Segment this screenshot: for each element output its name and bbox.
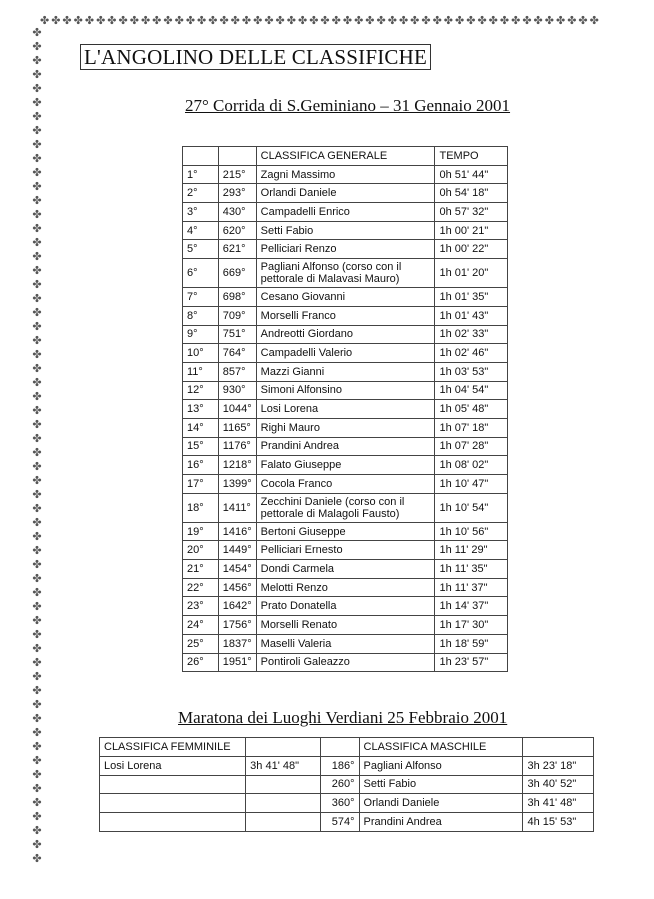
male-rank-cell: 260°	[320, 775, 359, 794]
female-time-cell	[246, 794, 320, 813]
runner-name-cell: Pagliani Alfonso (corso con il pettorale di Malavasi Mauro)	[256, 259, 435, 288]
runner-name-cell: Dondi Carmela	[256, 560, 435, 579]
table-row	[100, 813, 594, 832]
runner-name-cell: Falato Giuseppe	[256, 456, 435, 475]
time-cell: 0h 57' 32"	[435, 203, 508, 222]
table-row	[183, 418, 508, 437]
time-cell: 1h 07' 28"	[435, 437, 508, 456]
time-cell: 1h 10' 47"	[435, 475, 508, 494]
male-time-cell: 3h 23' 18"	[523, 756, 594, 775]
bib-number-cell: 1044°	[218, 400, 256, 419]
time-cell: 1h 18' 59"	[435, 634, 508, 653]
table-row	[183, 541, 508, 560]
runner-name-cell: Zecchini Daniele (corso con il pettorale di Malagoli Fausto)	[256, 493, 435, 522]
bib-number-cell: 293°	[218, 184, 256, 203]
bib-number-cell: 764°	[218, 344, 256, 363]
time-cell: 1h 07' 18"	[435, 418, 508, 437]
time-cell: 1h 05' 48"	[435, 400, 508, 419]
bib-number-cell: 1399°	[218, 475, 256, 494]
table-row	[183, 381, 508, 400]
table-row	[183, 221, 508, 240]
rank-cell: 1°	[183, 165, 219, 184]
header-empty-cell	[218, 147, 256, 166]
table-row	[183, 560, 508, 579]
male-time-cell: 3h 41' 48"	[523, 794, 594, 813]
bib-number-cell: 1642°	[218, 597, 256, 616]
rank-cell: 15°	[183, 437, 219, 456]
time-cell: 1h 03' 53"	[435, 362, 508, 381]
runner-name-cell: Morselli Franco	[256, 306, 435, 325]
rank-cell: 16°	[183, 456, 219, 475]
time-cell: 1h 01' 43"	[435, 306, 508, 325]
time-cell: 1h 02' 33"	[435, 325, 508, 344]
table-row	[183, 165, 508, 184]
rank-cell: 26°	[183, 653, 219, 672]
table-row	[183, 344, 508, 363]
bib-number-cell: 1454°	[218, 560, 256, 579]
runner-name-cell: Righi Mauro	[256, 418, 435, 437]
table-row	[183, 400, 508, 419]
table-row	[183, 634, 508, 653]
runner-name-cell: Cocola Franco	[256, 475, 435, 494]
table-row	[183, 362, 508, 381]
table-row	[183, 306, 508, 325]
rank-cell: 19°	[183, 522, 219, 541]
bib-number-cell: 430°	[218, 203, 256, 222]
runner-name-cell: Cesano Giovanni	[256, 288, 435, 307]
header-classifica-femminile: CLASSIFICA FEMMINILE	[100, 738, 246, 757]
female-name-cell	[100, 775, 246, 794]
table-row	[183, 653, 508, 672]
table-row	[183, 325, 508, 344]
runner-name-cell: Orlandi Daniele	[256, 184, 435, 203]
rank-cell: 18°	[183, 493, 219, 522]
bib-number-cell: 698°	[218, 288, 256, 307]
time-cell: 1h 00' 22"	[435, 240, 508, 259]
table-row	[183, 522, 508, 541]
runner-name-cell: Pontiroli Galeazzo	[256, 653, 435, 672]
bib-number-cell: 1218°	[218, 456, 256, 475]
rank-cell: 13°	[183, 400, 219, 419]
bib-number-cell: 1165°	[218, 418, 256, 437]
rank-cell: 14°	[183, 418, 219, 437]
rank-cell: 5°	[183, 240, 219, 259]
rank-cell: 9°	[183, 325, 219, 344]
time-cell: 1h 11' 37"	[435, 578, 508, 597]
male-rank-cell: 574°	[320, 813, 359, 832]
male-name-cell: Prandini Andrea	[359, 813, 523, 832]
general-ranking-table	[182, 146, 508, 672]
bib-number-cell: 1951°	[218, 653, 256, 672]
runner-name-cell: Morselli Renato	[256, 616, 435, 635]
bib-number-cell: 1756°	[218, 616, 256, 635]
time-cell: 1h 14' 37"	[435, 597, 508, 616]
female-name-cell	[100, 794, 246, 813]
decorative-border-left: ✤✤✤✤✤✤✤✤✤✤✤✤✤✤✤✤✤✤✤✤✤✤✤✤✤✤✤✤✤✤✤✤✤✤✤✤✤✤✤✤✤✤✤✤✤✤✤✤✤✤✤✤✤✤✤✤✤✤✤✤	[32, 27, 42, 865]
runner-name-cell: Pelliciari Ernesto	[256, 541, 435, 560]
table-row	[183, 493, 508, 522]
bib-number-cell: 1416°	[218, 522, 256, 541]
header-classifica-maschile: CLASSIFICA MASCHILE	[359, 738, 523, 757]
table-header-row	[100, 738, 594, 757]
time-cell: 1h 11' 35"	[435, 560, 508, 579]
rank-cell: 10°	[183, 344, 219, 363]
bib-number-cell: 1411°	[218, 493, 256, 522]
runner-name-cell: Zagni Massimo	[256, 165, 435, 184]
rank-cell: 17°	[183, 475, 219, 494]
table-row	[183, 437, 508, 456]
rank-cell: 2°	[183, 184, 219, 203]
header-tempo: TEMPO	[435, 147, 508, 166]
rank-cell: 20°	[183, 541, 219, 560]
rank-cell: 11°	[183, 362, 219, 381]
table-row	[183, 184, 508, 203]
male-name-cell: Pagliani Alfonso	[359, 756, 523, 775]
decorative-border-top: ✤✤✤✤✤✤✤✤✤✤✤✤✤✤✤✤✤✤✤✤✤✤✤✤✤✤✤✤✤✤✤✤✤✤✤✤✤✤✤✤✤✤✤✤✤✤✤✤✤✤	[40, 15, 601, 27]
female-time-cell	[246, 813, 320, 832]
table-row	[183, 616, 508, 635]
race1-title: 27° Corrida di S.Geminiano – 31 Gennaio 2001	[185, 96, 511, 115]
time-cell: 1h 00' 21"	[435, 221, 508, 240]
table-row	[100, 756, 594, 775]
female-name-cell	[100, 813, 246, 832]
female-name-cell: Losi Lorena	[100, 756, 246, 775]
table-row	[183, 240, 508, 259]
runner-name-cell: Maselli Valeria	[256, 634, 435, 653]
runner-name-cell: Prandini Andrea	[256, 437, 435, 456]
rank-cell: 4°	[183, 221, 219, 240]
time-cell: 0h 51' 44"	[435, 165, 508, 184]
time-cell: 1h 04' 54"	[435, 381, 508, 400]
race2-title: Maratona dei Luoghi Verdiani 25 Febbraio 2001	[178, 708, 508, 727]
table-row	[100, 794, 594, 813]
rank-cell: 8°	[183, 306, 219, 325]
table-row	[183, 578, 508, 597]
table-row	[183, 475, 508, 494]
time-cell: 1h 17' 30"	[435, 616, 508, 635]
table-header-row	[183, 147, 508, 166]
bib-number-cell: 620°	[218, 221, 256, 240]
time-cell: 0h 54' 18"	[435, 184, 508, 203]
time-cell: 1h 02' 46"	[435, 344, 508, 363]
runner-name-cell: Campadelli Enrico	[256, 203, 435, 222]
table-row	[183, 597, 508, 616]
bib-number-cell: 930°	[218, 381, 256, 400]
runner-name-cell: Bertoni Giuseppe	[256, 522, 435, 541]
time-cell: 1h 11' 29"	[435, 541, 508, 560]
table-row	[183, 288, 508, 307]
rank-cell: 6°	[183, 259, 219, 288]
bib-number-cell: 215°	[218, 165, 256, 184]
time-cell: 1h 01' 20"	[435, 259, 508, 288]
header-empty-cell	[523, 738, 594, 757]
header-empty-cell	[183, 147, 219, 166]
runner-name-cell: Simoni Alfonsino	[256, 381, 435, 400]
time-cell: 1h 08' 02"	[435, 456, 508, 475]
male-name-cell: Setti Fabio	[359, 775, 523, 794]
table-row	[183, 456, 508, 475]
male-time-cell: 3h 40' 52"	[523, 775, 594, 794]
rank-cell: 22°	[183, 578, 219, 597]
time-cell: 1h 10' 54"	[435, 493, 508, 522]
page-title: L'ANGOLINO DELLE CLASSIFICHE	[80, 44, 431, 70]
time-cell: 1h 01' 35"	[435, 288, 508, 307]
rank-cell: 24°	[183, 616, 219, 635]
male-rank-cell: 360°	[320, 794, 359, 813]
male-rank-cell: 186°	[320, 756, 359, 775]
male-name-cell: Orlandi Daniele	[359, 794, 523, 813]
runner-name-cell: Campadelli Valerio	[256, 344, 435, 363]
bib-number-cell: 1449°	[218, 541, 256, 560]
header-classifica-generale: CLASSIFICA GENERALE	[256, 147, 435, 166]
female-time-cell	[246, 775, 320, 794]
runner-name-cell: Melotti Renzo	[256, 578, 435, 597]
female-time-cell: 3h 41' 48"	[246, 756, 320, 775]
runner-name-cell: Mazzi Gianni	[256, 362, 435, 381]
bib-number-cell: 621°	[218, 240, 256, 259]
marathon-ranking-table	[99, 737, 594, 832]
rank-cell: 25°	[183, 634, 219, 653]
header-empty-cell	[320, 738, 359, 757]
header-empty-cell	[246, 738, 320, 757]
rank-cell: 12°	[183, 381, 219, 400]
rank-cell: 3°	[183, 203, 219, 222]
bib-number-cell: 1837°	[218, 634, 256, 653]
rank-cell: 21°	[183, 560, 219, 579]
bib-number-cell: 857°	[218, 362, 256, 381]
bib-number-cell: 669°	[218, 259, 256, 288]
bib-number-cell: 1456°	[218, 578, 256, 597]
rank-cell: 7°	[183, 288, 219, 307]
runner-name-cell: Losi Lorena	[256, 400, 435, 419]
table-row	[183, 259, 508, 288]
runner-name-cell: Prato Donatella	[256, 597, 435, 616]
bib-number-cell: 709°	[218, 306, 256, 325]
table-row	[100, 775, 594, 794]
bib-number-cell: 751°	[218, 325, 256, 344]
runner-name-cell: Pelliciari Renzo	[256, 240, 435, 259]
rank-cell: 23°	[183, 597, 219, 616]
table-row	[183, 203, 508, 222]
time-cell: 1h 10' 56"	[435, 522, 508, 541]
time-cell: 1h 23' 57"	[435, 653, 508, 672]
runner-name-cell: Andreotti Giordano	[256, 325, 435, 344]
male-time-cell: 4h 15' 53"	[523, 813, 594, 832]
bib-number-cell: 1176°	[218, 437, 256, 456]
runner-name-cell: Setti Fabio	[256, 221, 435, 240]
